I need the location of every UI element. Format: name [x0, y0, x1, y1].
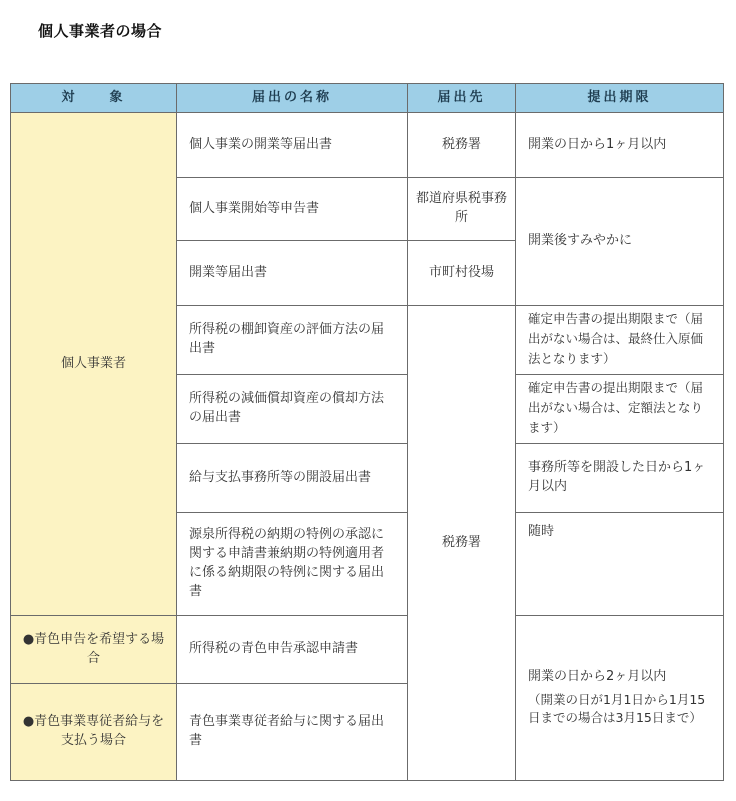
form-name-cell: 個人事業の開業等届出書: [177, 113, 408, 178]
deadline-cell: 開業後すみやかに: [516, 178, 724, 306]
table-row: [11, 616, 724, 684]
header-name: 届出の名称: [177, 84, 408, 113]
form-name-cell: 所得税の棚卸資産の評価方法の届出書: [177, 306, 408, 375]
deadline-text: 確定申告書の提出期限まで（届出がない場合は、最終仕入原価法となります）: [528, 311, 704, 366]
table-row: [11, 113, 724, 178]
office-cell: 市町村役場: [408, 241, 516, 306]
subject-individual: 個人事業者: [11, 113, 177, 616]
form-name-cell: 所得税の減価償却資産の償却方法の届出書: [177, 375, 408, 444]
subject-blue-return: ●青色申告を希望する場合: [11, 616, 177, 684]
table-header-row: [11, 84, 724, 113]
form-name-cell: 青色事業専従者給与に関する届出書: [177, 684, 408, 781]
deadline-note: （開業の日が1月1日から1月15日までの場合は3月15日まで）: [528, 692, 706, 726]
form-name-cell: 源泉所得税の納期の特例の承認に関する申請書兼納期の特例適用者に係る納期限の特例に関する届出書: [177, 513, 408, 616]
deadline-cell: [516, 375, 724, 444]
form-name-cell: 個人事業開始等申告書: [177, 178, 408, 241]
form-name-cell: 開業等届出書: [177, 241, 408, 306]
filing-table: [10, 83, 724, 781]
page-title: 個人事業者の場合: [38, 22, 163, 40]
deadline-main: 開業の日から2ヶ月以内: [528, 669, 667, 685]
office-cell: 税務署: [408, 306, 516, 781]
deadline-cell: [516, 306, 724, 375]
subject-blue-family: ●青色事業専従者給与を支払う場合: [11, 684, 177, 781]
header-deadline: 提出期限: [516, 84, 724, 113]
deadline-text: 確定申告書の提出期限まで（届出がない場合は、定額法となります）: [528, 380, 704, 435]
office-cell: 税務署: [408, 113, 516, 178]
deadline-cell: 事務所等を開設した日から1ヶ月以内: [516, 444, 724, 513]
form-name-cell: 給与支払事務所等の開設届出書: [177, 444, 408, 513]
deadline-cell: 開業の日から1ヶ月以内: [516, 113, 724, 178]
deadline-cell: 随時: [516, 513, 724, 616]
deadline-cell: [516, 616, 724, 781]
header-office: 届出先: [408, 84, 516, 113]
header-subject: 対 象: [11, 84, 177, 113]
office-cell: 都道府県税事務所: [408, 178, 516, 241]
form-name-cell: 所得税の青色申告承認申請書: [177, 616, 408, 684]
